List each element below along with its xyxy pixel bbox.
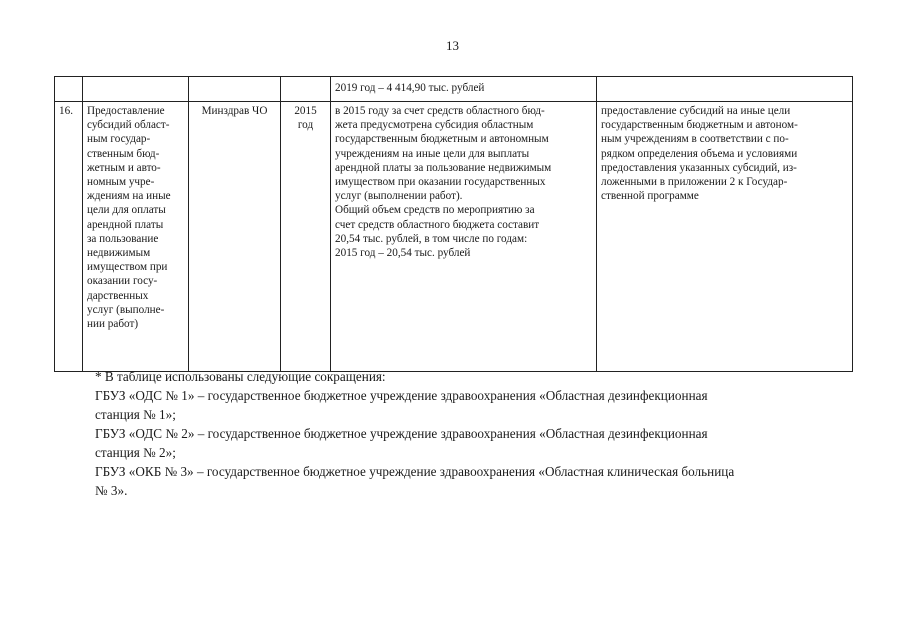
description-line: арендной платы за пользование недвижимым (335, 161, 552, 174)
footnote-continuation: станция № 2»; (95, 445, 176, 460)
measure-name-cell (83, 102, 189, 372)
footnote-line: ГБУЗ «ОДС № 2» – государственное бюджетное учреждение здравоохранения «Областная дезинфекционная (95, 426, 708, 441)
name-line: жетным и авто- (87, 161, 161, 174)
name-line: цели для оплаты (87, 204, 166, 217)
mechanism-line: рядком определения объема и условиями (601, 147, 798, 160)
description-cell (331, 102, 597, 372)
footnote-item (95, 424, 841, 443)
table-cell (83, 77, 189, 102)
name-line: субсидий област- (87, 119, 170, 132)
footnote-item (95, 462, 841, 481)
executor: Минздрав ЧО (201, 105, 268, 117)
footnotes (95, 367, 841, 500)
footnotes-title: * В таблице использованы следующие сокращения: (95, 369, 386, 384)
description-line: имуществом при оказании государственных (335, 176, 546, 189)
row-number-cell (55, 102, 83, 372)
period-line: год (297, 119, 314, 132)
description-line: счет средств областного бюджета составит (335, 218, 540, 231)
name-line: имуществом при (87, 261, 168, 274)
description-line: в 2015 году за счет средств областного бюд- (335, 105, 545, 117)
description-line: 20,54 тыс. рублей, в том числе по годам: (335, 232, 528, 245)
name-line: Предоставление (87, 105, 165, 117)
name-line: недвижимым (87, 247, 151, 260)
row-number: 16. (59, 105, 73, 117)
description-line: Общий объем средств по мероприятию за (335, 204, 535, 217)
mechanism-line: ственной программе (601, 190, 699, 203)
mechanism-line: предоставление субсидий на иные цели (601, 105, 791, 117)
period-cell (281, 102, 331, 372)
name-line: за пользование (87, 232, 159, 245)
mechanism-cell (597, 102, 853, 372)
name-line: оказании госу- (87, 275, 158, 288)
name-line: арендной платы (87, 218, 164, 231)
name-line: дарственных (87, 289, 149, 302)
continuation-cell (331, 77, 597, 102)
name-line: номным учре- (87, 176, 155, 189)
table-cell (55, 77, 83, 102)
table-cell (281, 77, 331, 102)
name-line: нии работ) (87, 318, 139, 331)
name-line: ным государ- (87, 133, 151, 146)
description-line: жета предусмотрена субсидия областным (335, 119, 534, 132)
table-row (55, 102, 853, 372)
description-line: услуг (выполнении работ). (335, 190, 463, 203)
program-measures-table (54, 76, 853, 372)
footnote-item (95, 386, 841, 405)
name-line: ждениям на иные (87, 190, 171, 203)
name-line: ственным бюд- (87, 147, 160, 160)
footnote-line: ГБУЗ «ОКБ № 3» – государственное бюджетное учреждение здравоохранения «Областная клиническая больница (95, 464, 735, 479)
mechanism-line: предоставления указанных субсидий, из- (601, 161, 797, 174)
page-number: 13 (446, 38, 459, 53)
mechanism-line: ложенными в приложении 2 к Государ- (601, 176, 788, 189)
continuation-text: 2019 год – 4 414,90 тыс. рублей (335, 82, 485, 94)
table-cell (189, 77, 281, 102)
name-line: услуг (выполне- (87, 303, 165, 316)
table-cell (597, 77, 853, 102)
mechanism-line: ным учреждениям в соответствии с по- (601, 133, 789, 146)
mechanism-line: государственным бюджетным и автоном- (601, 119, 798, 132)
table-row-continuation (55, 77, 853, 102)
period-line: 2015 (294, 105, 317, 117)
footnote-continuation: № 3». (95, 483, 128, 498)
description-line: государственным бюджетным и автономным (335, 133, 549, 146)
description-line: 2015 год – 20,54 тыс. рублей (335, 247, 471, 260)
footnote-line: ГБУЗ «ОДС № 1» – государственное бюджетное учреждение здравоохранения «Областная дезинфекционная (95, 388, 708, 403)
description-line: учреждениям на иные цели для выплаты (335, 147, 530, 160)
footnote-continuation: станция № 1»; (95, 407, 176, 422)
executor-cell (189, 102, 281, 372)
